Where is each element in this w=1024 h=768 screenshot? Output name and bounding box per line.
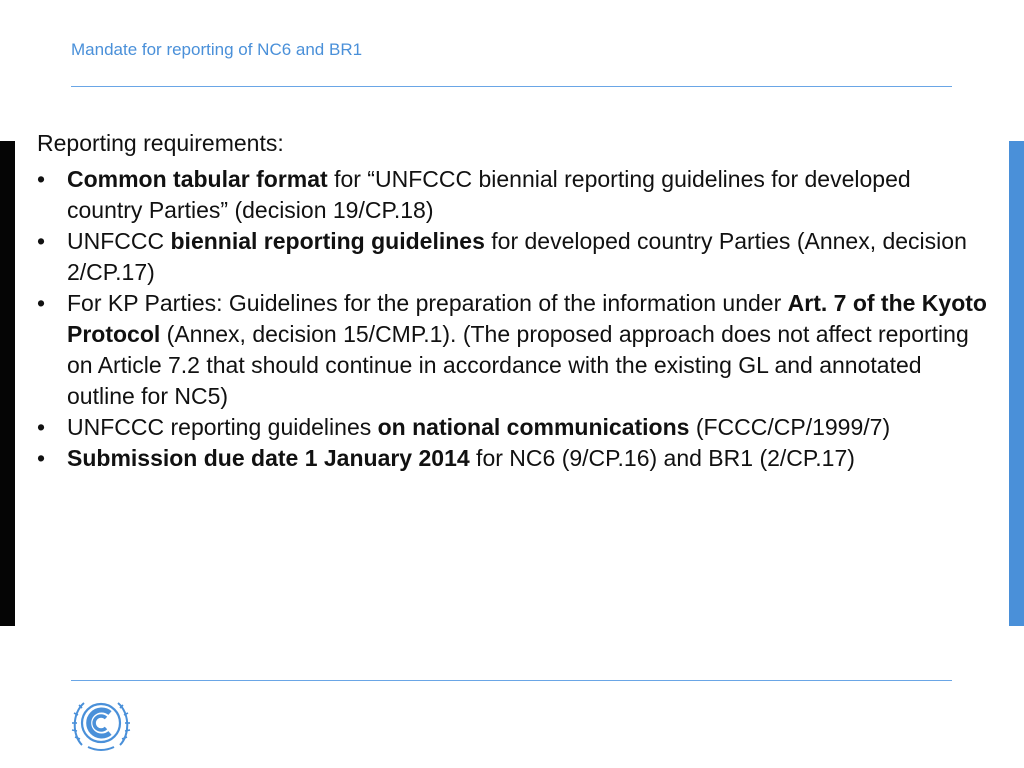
requirements-list (37, 164, 987, 474)
header-divider (71, 86, 952, 87)
list-item-text: (Annex, decision 15/CMP.1). (The proposed approach does not affect reporting on Article 7.2 that should continue in accordance with the existing GL and annotated outline for NC5) (67, 321, 969, 409)
bullet-icon: • (37, 414, 46, 440)
footer-divider (71, 680, 952, 681)
list-item-bold: Common tabular format (67, 166, 328, 192)
list-item (37, 164, 987, 226)
bullet-icon: • (37, 445, 46, 471)
list-item-bold: biennial reporting guidelines (170, 228, 485, 254)
list-item-bold: Submission due date 1 January 2014 (67, 445, 470, 471)
list-item-text: (FCCC/CP/1999/7) (689, 414, 891, 440)
slide-title: Mandate for reporting of NC6 and BR1 (71, 40, 363, 59)
list-item-text: For KP Parties: Guidelines for the preparation of the information under (67, 290, 788, 316)
list-item-text: UNFCCC reporting guidelines (67, 414, 378, 440)
list-item-bold: on national communications (377, 414, 690, 440)
bullet-icon: • (37, 290, 46, 316)
list-item-bold: Art. 7 of the Kyoto Protocol (67, 290, 987, 347)
list-item-text: for “UNFCCC biennial reporting guidelines for developed country Parties” (decision 19/CP.18) (67, 166, 911, 223)
bullet-icon: • (37, 228, 46, 254)
right-accent-bar (1009, 141, 1024, 626)
list-item (37, 443, 987, 474)
unfccc-logo-icon (66, 695, 136, 753)
list-item-text: for developed country Parties (Annex, decision 2/CP.17) (67, 228, 967, 285)
list-item (37, 226, 987, 288)
list-item (37, 412, 987, 443)
slide-body (37, 128, 987, 474)
list-item-text: for NC6 (9/CP.16) and BR1 (2/CP.17) (469, 445, 855, 471)
list-item-text: UNFCCC (67, 228, 171, 254)
left-accent-bar (0, 141, 15, 626)
bullet-icon: • (37, 166, 46, 192)
reporting-requirements-heading: Reporting requirements: (37, 130, 284, 156)
list-item (37, 288, 987, 412)
